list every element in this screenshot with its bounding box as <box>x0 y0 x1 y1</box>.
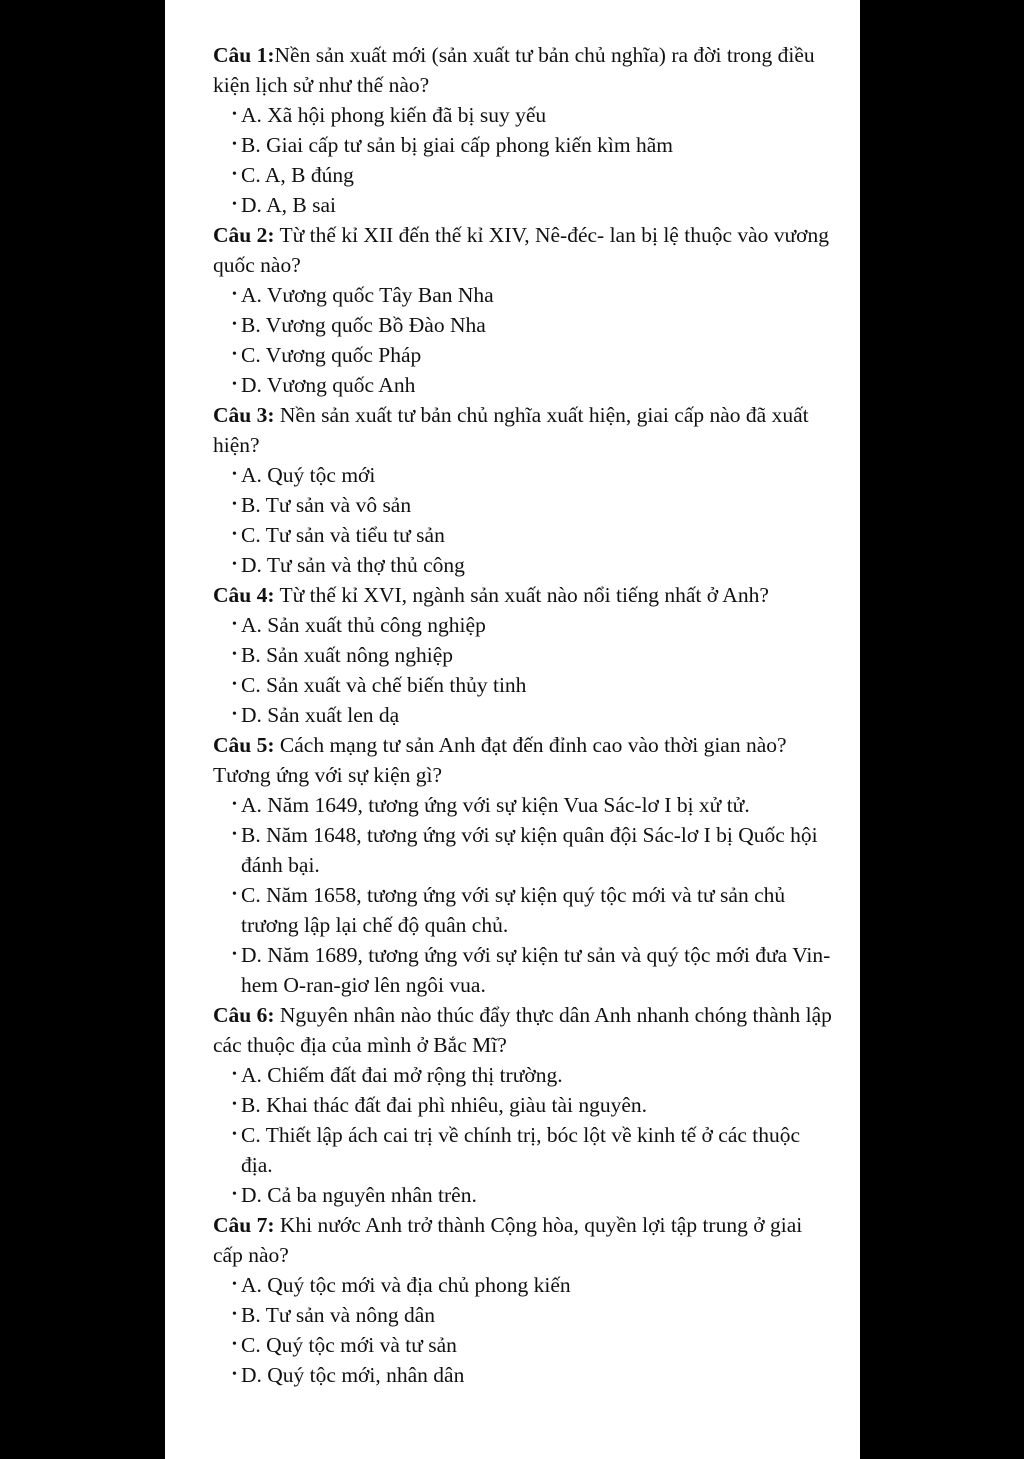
question-text: Câu 1:Nền sản xuất mới (sản xuất tư bản chủ nghĩa) ra đời trong điều kiện lịch sử như thế nào? <box>213 43 815 97</box>
question-label: Câu 2: <box>213 223 275 247</box>
option-a: • A. Vương quốc Tây Ban Nha <box>232 280 833 310</box>
option-b: • B. Tư sản và vô sản <box>232 490 833 520</box>
option-d: • D. Sản xuất len dạ <box>232 700 833 730</box>
option-a: • A. Sản xuất thủ công nghiệp <box>232 610 833 640</box>
option-c: • C. A, B đúng <box>232 160 833 190</box>
question-3 <box>213 400 833 580</box>
question-label: Câu 5: <box>213 733 275 757</box>
question-list <box>213 40 833 1390</box>
option-b: • B. Khai thác đất đai phì nhiêu, giàu tài nguyên. <box>232 1090 833 1120</box>
question-5 <box>213 730 833 1000</box>
option-c: • C. Vương quốc Pháp <box>232 340 833 370</box>
option-c: • C. Sản xuất và chế biến thủy tinh <box>232 670 833 700</box>
question-text: Câu 6: Nguyên nhân nào thúc đẩy thực dân Anh nhanh chóng thành lập các thuộc địa của mình ở Bắc Mĩ? <box>213 1003 832 1057</box>
option-c: • C. Thiết lập ách cai trị về chính trị, bóc lột về kinh tế ở các thuộc địa. <box>232 1120 833 1180</box>
option-b: • B. Năm 1648, tương ứng với sự kiện quân đội Sác-lơ I bị Quốc hội đánh bại. <box>232 820 833 880</box>
question-label: Câu 1: <box>213 43 275 67</box>
option-c: • C. Tư sản và tiểu tư sản <box>232 520 833 550</box>
option-b: • B. Tư sản và nông dân <box>232 1300 833 1330</box>
question-text: Câu 7: Khi nước Anh trở thành Cộng hòa, quyền lợi tập trung ở giai cấp nào? <box>213 1213 803 1267</box>
option-b: • B. Giai cấp tư sản bị giai cấp phong kiến kìm hãm <box>232 130 833 160</box>
question-label: Câu 6: <box>213 1003 275 1027</box>
question-label: Câu 7: <box>213 1213 275 1237</box>
question-2 <box>213 220 833 400</box>
option-b: • B. Sản xuất nông nghiệp <box>232 640 833 670</box>
question-1 <box>213 40 833 220</box>
question-text: Câu 3: Nền sản xuất tư bản chủ nghĩa xuất hiện, giai cấp nào đã xuất hiện? <box>213 403 809 457</box>
question-6 <box>213 1000 833 1210</box>
question-4 <box>213 580 833 730</box>
question-label: Câu 3: <box>213 403 275 427</box>
question-text: Câu 4: Từ thế kỉ XVI, ngành sản xuất nào nổi tiếng nhất ở Anh? <box>213 583 769 607</box>
option-a: • A. Quý tộc mới <box>232 460 833 490</box>
option-a: • A. Xã hội phong kiến đã bị suy yếu <box>232 100 833 130</box>
option-d: • D. Vương quốc Anh <box>232 370 833 400</box>
option-c: • C. Quý tộc mới và tư sản <box>232 1330 833 1360</box>
option-b: • B. Vương quốc Bồ Đào Nha <box>232 310 833 340</box>
option-a: • A. Năm 1649, tương ứng với sự kiện Vua Sác-lơ I bị xử tử. <box>232 790 833 820</box>
option-d: • D. Quý tộc mới, nhân dân <box>232 1360 833 1390</box>
option-d: • D. A, B sai <box>232 190 833 220</box>
question-7 <box>213 1210 833 1390</box>
option-d: • D. Tư sản và thợ thủ công <box>232 550 833 580</box>
option-d: • D. Cả ba nguyên nhân trên. <box>232 1180 833 1210</box>
question-text: Câu 5: Cách mạng tư sản Anh đạt đến đỉnh cao vào thời gian nào? Tương ứng với sự kiện gì? <box>213 733 787 787</box>
question-label: Câu 4: <box>213 583 275 607</box>
option-c: • C. Năm 1658, tương ứng với sự kiện quý tộc mới và tư sản chủ trương lập lại chế độ quân chủ. <box>232 880 833 940</box>
document-page <box>165 0 860 1459</box>
question-text: Câu 2: Từ thế kỉ XII đến thế kỉ XIV, Nê-đéc- lan bị lệ thuộc vào vương quốc nào? <box>213 223 830 277</box>
option-a: • A. Chiếm đất đai mở rộng thị trường. <box>232 1060 833 1090</box>
option-a: • A. Quý tộc mới và địa chủ phong kiến <box>232 1270 833 1300</box>
option-d: • D. Năm 1689, tương ứng với sự kiện tư sản và quý tộc mới đưa Vin- hem O-ran-giơ lên ngôi vua. <box>232 940 833 1000</box>
